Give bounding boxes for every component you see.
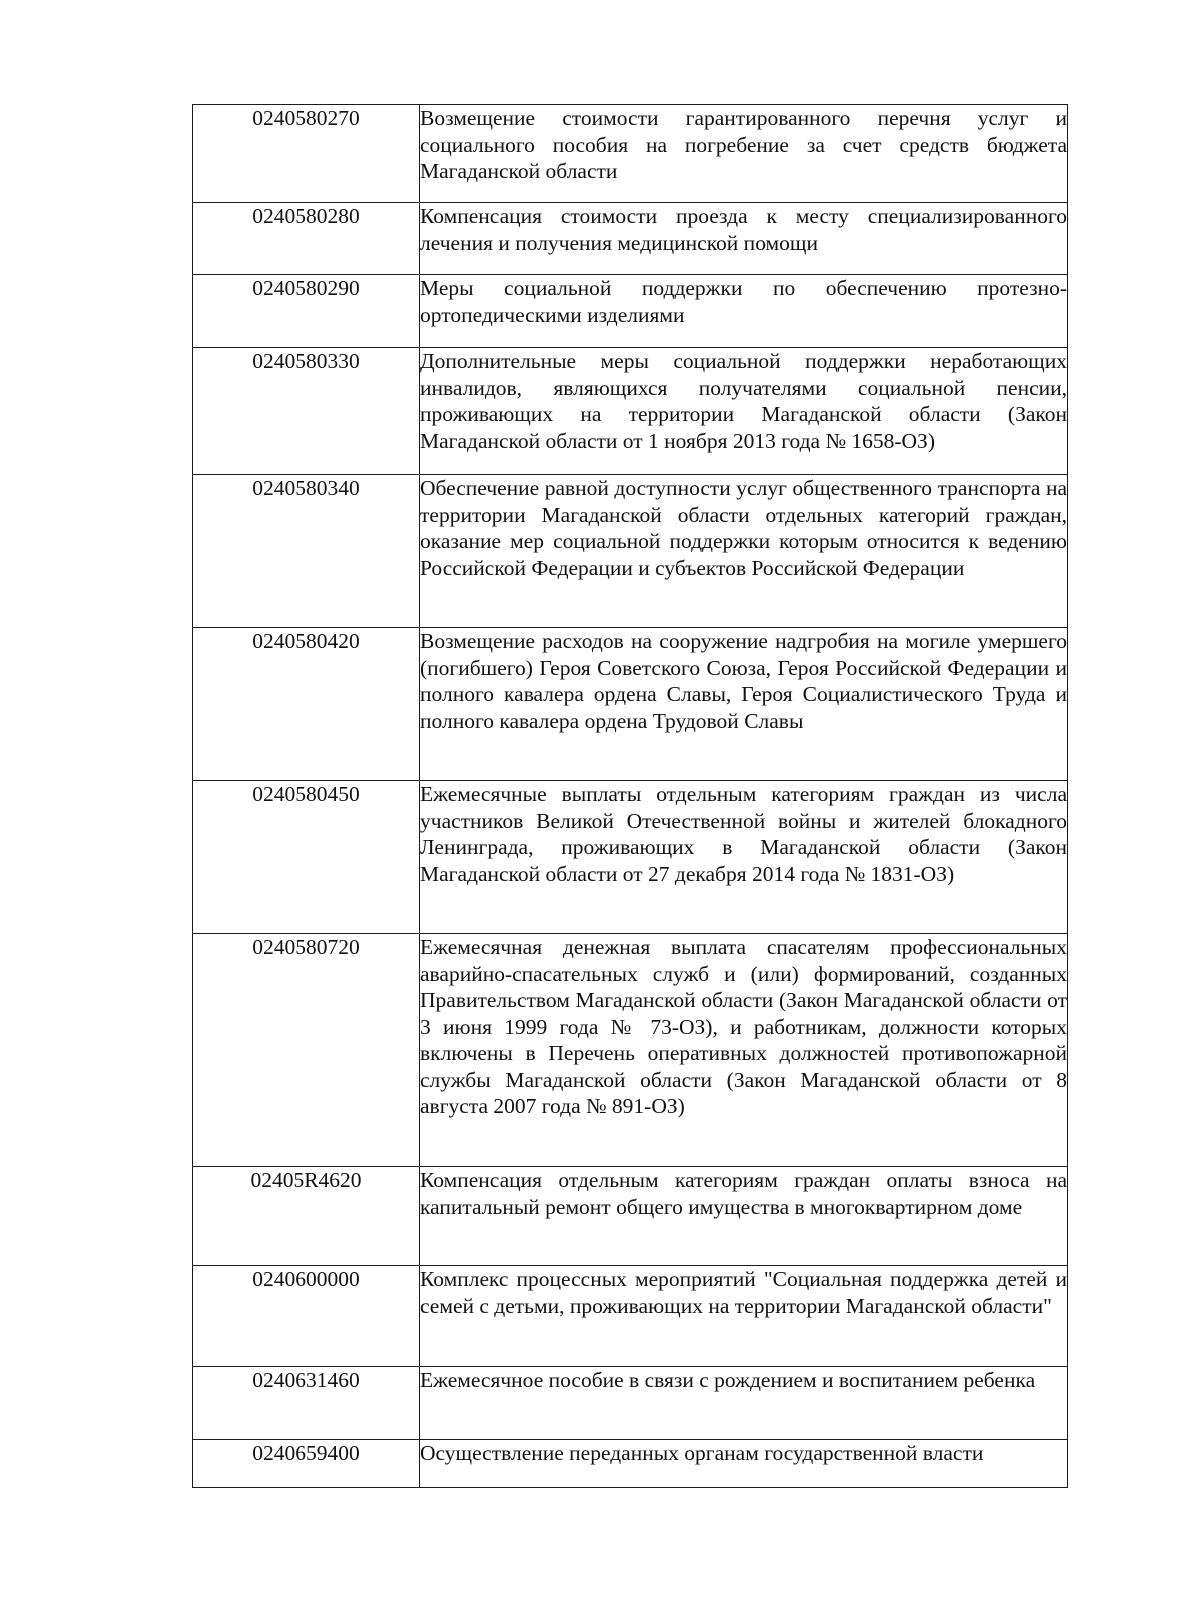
row-description: Возмещение стоимости гарантированного перечня услуг и социального пособия на погребение за счет средств бюджета Магаданской области — [420, 105, 1068, 203]
row-description: Ежемесячное пособие в связи с рождением и воспитанием ребенка — [420, 1367, 1068, 1440]
row-description: Дополнительные меры социальной поддержки неработающих инвалидов, являющихся получателями социальной пенсии, проживающих на территории Магаданской области (Закон Магаданской области от 1 ноября 2013 года № 1658-ОЗ) — [420, 348, 1068, 475]
table-row — [193, 1367, 1068, 1440]
row-description: Ежемесячные выплаты отдельным категориям граждан из числа участников Великой Отечественной войны и жителей блокадного Ленинграда, проживающих в Магаданской области (Закон Магаданской области от 27 декабря 2014 года № 1831-ОЗ) — [420, 781, 1068, 934]
budget-classification-table — [192, 104, 1068, 1488]
table-row — [193, 934, 1068, 1167]
row-description: Комплекс процессных мероприятий "Социальная поддержка детей и семей с детьми, проживающих на территории Магаданской области" — [420, 1266, 1068, 1367]
row-description: Обеспечение равной доступности услуг общественного транспорта на территории Магаданской области отдельных категорий граждан, оказание мер социальной поддержки которым относится к ведению Российской Федерации и субъектов Российской Федерации — [420, 475, 1068, 628]
row-code: 0240600000 — [193, 1266, 420, 1367]
table-row — [193, 1167, 1068, 1266]
row-description: Компенсация отдельным категориям граждан оплаты взноса на капитальный ремонт общего имущества в многоквартирном доме — [420, 1167, 1068, 1266]
row-code: 0240580280 — [193, 203, 420, 275]
table-row — [193, 1440, 1068, 1488]
row-code: 0240659400 — [193, 1440, 420, 1488]
table-row — [193, 475, 1068, 628]
table-row — [193, 781, 1068, 934]
row-code: 0240580330 — [193, 348, 420, 475]
table-row — [193, 275, 1068, 348]
table-row — [193, 348, 1068, 475]
row-description: Ежемесячная денежная выплата спасателям профессиональных аварийно-спасательных служб и (или) формирований, созданных Правительством Магаданской области (Закон Магаданской области от 3 июня 1999 года № 73-ОЗ), и работникам, должности которых включены в Перечень оперативных должностей противопожарной службы Магаданской области (Закон Магаданской области от 8 августа 2007 года № 891-ОЗ) — [420, 934, 1068, 1167]
row-code: 0240580270 — [193, 105, 420, 203]
row-description: Меры социальной поддержки по обеспечению протезно-ортопедическими изделиями — [420, 275, 1068, 348]
table-row — [193, 203, 1068, 275]
row-code: 0240580340 — [193, 475, 420, 628]
table-row — [193, 628, 1068, 781]
row-code: 0240580290 — [193, 275, 420, 348]
table-row — [193, 105, 1068, 203]
row-code: 0240580720 — [193, 934, 420, 1167]
row-description: Осуществление переданных органам государственной власти — [420, 1440, 1068, 1488]
row-code: 0240580450 — [193, 781, 420, 934]
row-code: 0240631460 — [193, 1367, 420, 1440]
row-description: Компенсация стоимости проезда к месту специализированного лечения и получения медицинской помощи — [420, 203, 1068, 275]
row-code: 02405R4620 — [193, 1167, 420, 1266]
row-description: Возмещение расходов на сооружение надгробия на могиле умершего (погибшего) Героя Советского Союза, Героя Российской Федерации и полного кавалера ордена Славы, Героя Социалистического Труда и полного кавалера ордена Трудовой Славы — [420, 628, 1068, 781]
table-row — [193, 1266, 1068, 1367]
row-code: 0240580420 — [193, 628, 420, 781]
